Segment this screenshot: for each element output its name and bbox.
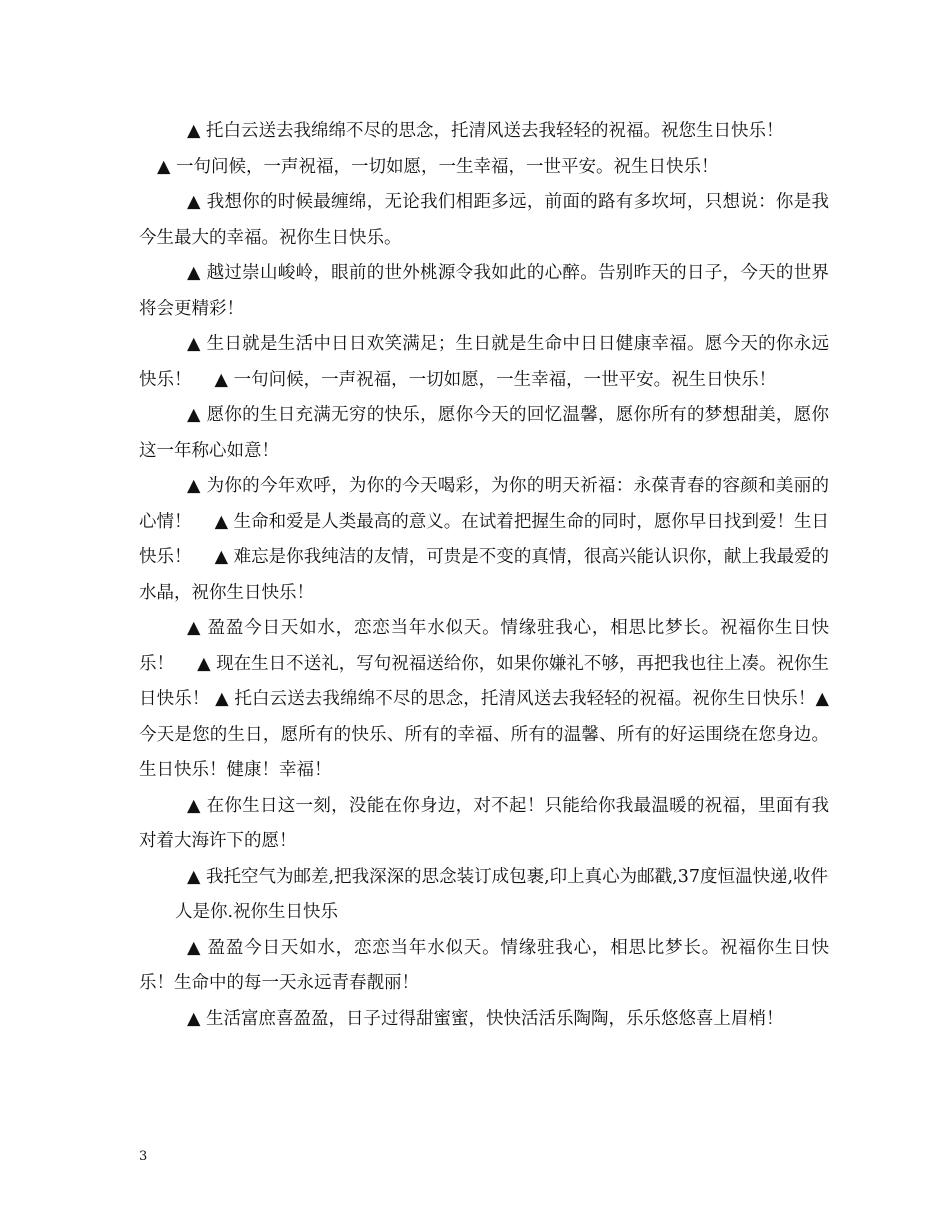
paragraph-2: ▲ 一句问候，一声祝福，一切如愿，一生幸福，一世平安。祝生日快乐！ (157, 156, 719, 177)
paragraph-4: ▲ 越过崇山峻岭，眼前的世外桃源令我如此的心醉。告别昨天的日子，今天的世界将会更精彩！ (139, 263, 829, 319)
paragraph-7: ▲ 为你的今年欢呼，为你的今天喝彩，为你的明天祈福：永葆青春的容颜和美丽的心情！ ▲ 生命和爱是人类最高的意义。在试着把握生命的同时，愿你早日找到爱！生日快乐！ ▲ 难忘是你我纯洁的友情，可贵是不变的真情，很高兴能认识你，献上我最爱的水晶，祝你生日快乐！ (139, 476, 829, 603)
paragraph-6: ▲ 愿你的生日充满无穷的快乐，愿你今天的回忆温馨，愿你所有的梦想甜美，愿你这一年称心如意！ (139, 405, 829, 461)
paragraph-1: ▲ 托白云送去我绵绵不尽的思念，托清风送去我轻轻的祝福。祝您生日快乐！ (187, 121, 784, 141)
paragraph-12: ▲ 盈盈今日天如水，恋恋当年水似天。情缘驻我心，相思比梦长。祝福你生日快乐！生命中的每一天永远青春靓丽！ (139, 937, 829, 993)
page-number: 3 (139, 1149, 148, 1164)
paragraph-13: ▲ 生活富庶喜盈盈，日子过得甜蜜蜜，快快活活乐陶陶，乐乐悠悠喜上眉梢！ (187, 1008, 784, 1029)
document-body (139, 114, 829, 1037)
paragraph-5: ▲ 生日就是生活中日日欢笑满足；生日就是生命中日日健康幸福。愿今天的你永远快乐！ ▲ 一句问候，一声祝福，一切如愿，一生幸福，一世平安。祝生日快乐！ (139, 334, 829, 390)
paragraph-10: ▲ 我托空气为邮差,把我深深的思念装订成包裹,印上真心为邮戳,37度恒温快递,收件 (187, 866, 829, 887)
paragraph-11: 人是你.祝你生日快乐 (175, 902, 339, 922)
paragraph-3: ▲ 我想你的时候最缠绵，无论我们相距多远，前面的路有多坎坷，只想说：你是我今生最大的幸福。祝你生日快乐。 (139, 192, 829, 248)
paragraph-8: ▲ 盈盈今日天如水，恋恋当年水似天。情缘驻我心，相思比梦长。祝福你生日快乐！ ▲ 现在生日不送礼，写句祝福送给你，如果你嫌礼不够，再把我也往上凑。祝你生日快乐！ ▲ 托白云送去我绵绵不尽的思念，托清风送去我轻轻的祝福。祝你生日快乐！▲ 今天是您的生日，愿所有的快乐、所有的幸福、所有的温馨、所有的好运围绕在您身边。生日快乐！健康！幸福！ (139, 618, 829, 780)
paragraph-9: ▲ 在你生日这一刻，没能在你身边，对不起！只能给你我最温暖的祝福，里面有我对着大海许下的愿！ (139, 795, 829, 851)
